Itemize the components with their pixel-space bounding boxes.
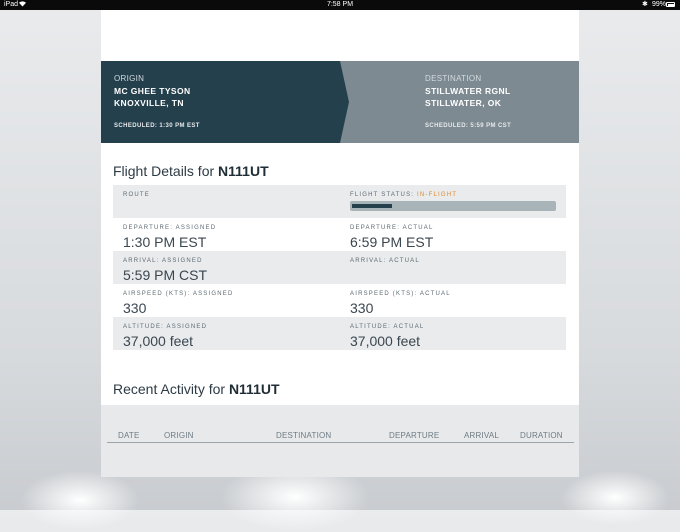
route-arrow-icon xyxy=(337,61,351,143)
flight-card xyxy=(101,10,579,477)
origin-panel xyxy=(101,61,339,143)
recent-activity-tail-number: N111UT xyxy=(228,381,280,397)
battery-icon xyxy=(666,2,675,7)
column-header-date[interactable]: DATE xyxy=(118,431,140,440)
airspeed-assigned-label: AIRSPEED (KTS): ASSIGNED xyxy=(123,291,234,297)
flight-status-label xyxy=(350,192,457,198)
flight-details-tail-number: N111UT xyxy=(218,163,269,179)
altitude-actual-value: 37,000 feet xyxy=(350,333,421,349)
arrival-assigned-label: ARRIVAL: ASSIGNED xyxy=(123,258,203,264)
cloud-decoration xyxy=(560,470,670,525)
arrival-actual-label: ARRIVAL: ACTUAL xyxy=(350,258,420,264)
clock: 7:58 PM xyxy=(326,1,354,8)
flight-details-table xyxy=(113,185,566,350)
flight-progress-bar xyxy=(350,201,556,211)
detail-row-arrival xyxy=(113,251,566,284)
flight-details-title xyxy=(113,163,269,179)
altitude-assigned-label: ALTITUDE: ASSIGNED xyxy=(123,324,208,330)
destination-airport: STILLWATER RGNL xyxy=(425,86,511,96)
flight-status-label-text: FLIGHT STATUS: xyxy=(350,192,415,198)
origin-label: ORIGIN xyxy=(114,74,145,83)
airspeed-actual-label: AIRSPEED (KTS): ACTUAL xyxy=(350,291,451,297)
column-header-destination[interactable]: DESTINATION xyxy=(276,431,332,440)
destination-city: STILLWATER, OK xyxy=(425,98,502,108)
cloud-decoration xyxy=(20,470,140,530)
recent-activity-title xyxy=(113,381,280,397)
column-header-arrival[interactable]: ARRIVAL xyxy=(464,431,500,440)
destination-panel xyxy=(339,61,579,143)
departure-assigned-value: 1:30 PM EST xyxy=(123,234,207,250)
destination-label: DESTINATION xyxy=(425,74,482,83)
altitude-actual-label: ALTITUDE: ACTUAL xyxy=(350,324,425,330)
bluetooth-icon: ✱ xyxy=(642,1,648,8)
origin-city: KNOXVILLE, TN xyxy=(114,98,184,108)
device-name: iPad xyxy=(4,1,19,8)
column-header-origin[interactable]: ORIGIN xyxy=(164,431,194,440)
detail-row-altitude xyxy=(113,317,566,350)
airspeed-assigned-value: 330 xyxy=(123,300,147,316)
departure-assigned-label: DEPARTURE: ASSIGNED xyxy=(123,225,217,231)
altitude-assigned-value: 37,000 feet xyxy=(123,333,194,349)
origin-scheduled: SCHEDULED: 1:30 PM EST xyxy=(114,123,200,129)
battery-percent: 99% xyxy=(652,1,667,8)
detail-row-departure xyxy=(113,218,566,251)
column-header-departure[interactable]: DEPARTURE xyxy=(389,431,440,440)
arrival-assigned-value: 5:59 PM CST xyxy=(123,267,208,283)
detail-row-airspeed xyxy=(113,284,566,317)
status-bar xyxy=(0,0,680,10)
recent-activity-table xyxy=(101,405,579,477)
flight-status-value: IN-FLIGHT xyxy=(417,192,458,198)
origin-airport: MC GHEE TYSON xyxy=(114,86,191,96)
column-header-duration[interactable]: DURATION xyxy=(520,431,563,440)
airspeed-actual-value: 330 xyxy=(350,300,374,316)
route-status-row xyxy=(113,185,566,218)
departure-actual-value: 6:59 PM EST xyxy=(350,234,434,250)
route-banner xyxy=(101,61,579,143)
flight-details-title-prefix: Flight Details for xyxy=(113,163,215,179)
table-header-divider xyxy=(107,442,574,443)
flight-progress-fill xyxy=(352,204,392,208)
recent-activity-title-prefix: Recent Activity for xyxy=(113,381,226,397)
route-label: ROUTE xyxy=(123,192,150,198)
departure-actual-label: DEPARTURE: ACTUAL xyxy=(350,225,434,231)
destination-scheduled: SCHEDULED: 5:59 PM CST xyxy=(425,123,512,129)
